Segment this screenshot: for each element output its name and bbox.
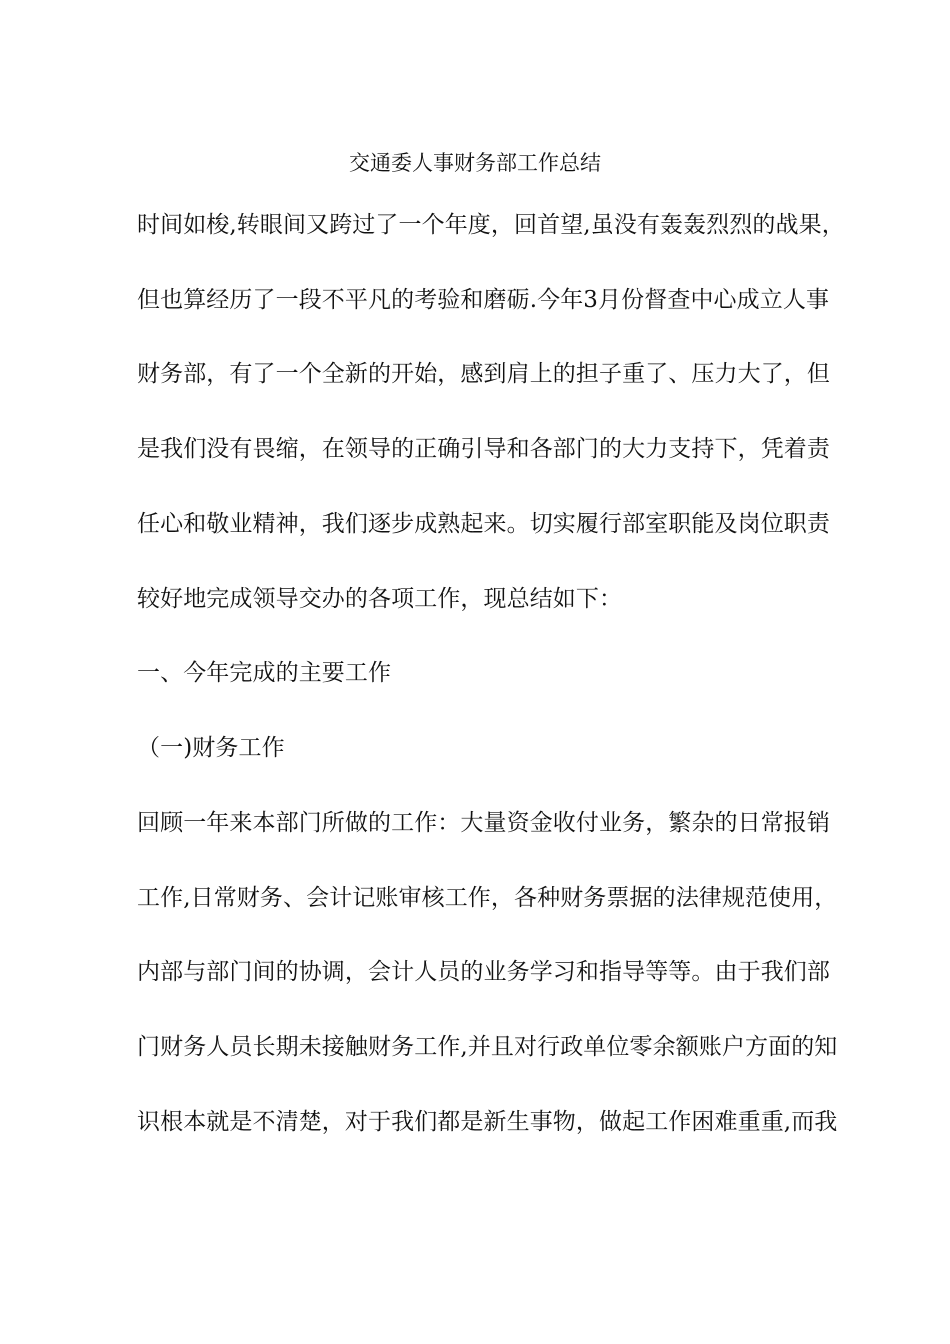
body-line: 回顾一年来本部门所做的工作：大量资金收付业务，繁杂的日常报销 xyxy=(137,810,830,836)
body-line: 门财务人员长期未接触财务工作,并且对行政单位零余额账户方面的知 xyxy=(137,1034,838,1060)
body-line: 但也算经历了一段不平凡的考验和磨砺.今年3月份督查中心成立人事 xyxy=(137,287,830,313)
subsection-heading: （一)财务工作 xyxy=(137,735,285,761)
document-title: 交通委人事财务部工作总结 xyxy=(349,151,601,175)
body-line: 任心和敬业精神，我们逐步成熟起来。切实履行部室职能及岗位职责 xyxy=(137,511,830,537)
body-line: 识根本就是不清楚，对于我们都是新生事物，做起工作困难重重,而我 xyxy=(137,1109,838,1135)
body-line: 财务部，有了一个全新的开始，感到肩上的担子重了、压力大了，但 xyxy=(137,361,830,387)
body-line: 较好地完成领导交办的各项工作，现总结如下： xyxy=(137,586,623,612)
body-line: 是我们没有畏缩，在领导的正确引导和各部门的大力支持下，凭着责 xyxy=(137,436,830,462)
section-heading: 一、今年完成的主要工作 xyxy=(137,660,392,686)
body-line: 工作,日常财务、会计记账审核工作，各种财务票据的法律规范使用， xyxy=(137,885,838,911)
body-line: 时间如梭,转眼间又跨过了一个年度，回首望,虽没有轰轰烈烈的战果， xyxy=(137,212,845,238)
body-line: 内部与部门间的协调，会计人员的业务学习和指导等等。由于我们部 xyxy=(137,959,830,985)
